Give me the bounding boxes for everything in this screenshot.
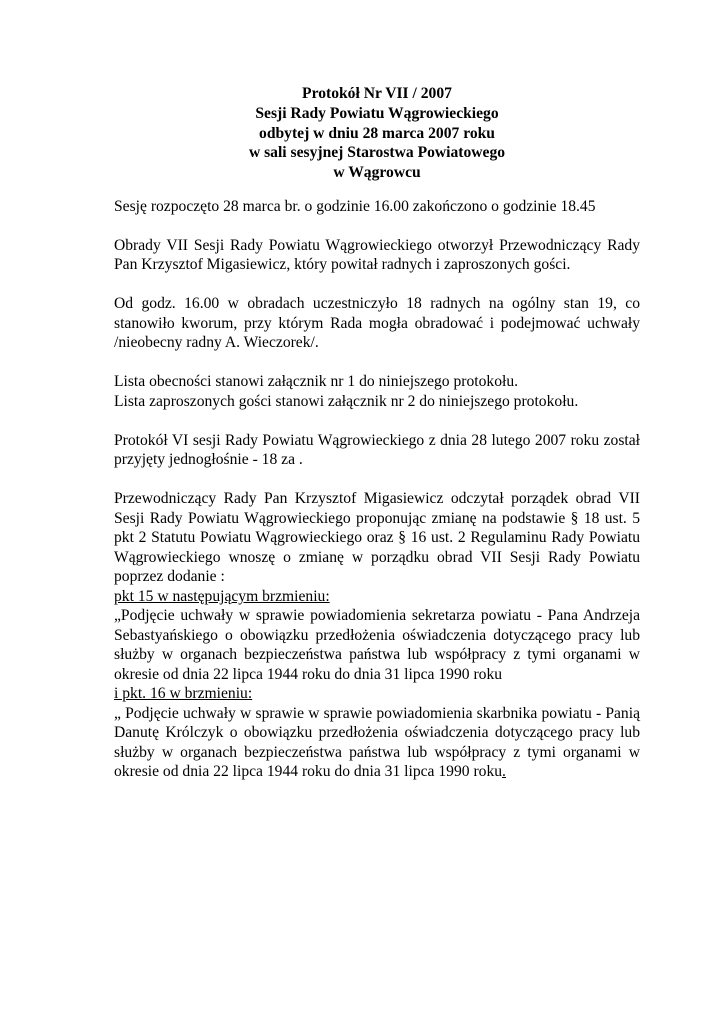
paragraph-opening: Obrady VII Sesji Rady Powiatu Wągrowieckiego otworzył Przewodniczący Rady Pan Krzysztof Migasiewicz, który powitał radnych i zaproszonych gości. [114,236,640,274]
pkt15-text: „Podjęcie uchwały w sprawie powiadomienia sekretarza powiatu - Pana Andrzeja Sebastyańskiego o obowiązku przedłożenia oświadczenia dotyczącego pracy lub służby w organach bezpieczeństwa państwa lub współpracy z tymi organami w okresie od dnia 22 lipca 1944 roku do dnia 31 lipca 1990 roku [114,607,640,683]
paragraph-session-time: Sesję rozpoczęto 28 marca br. o godzinie 16.00 zakończono o godzinie 18.45 [114,197,596,215]
document-title [114,84,640,183]
pkt16-heading: i pkt. 16 w brzmieniu: [114,685,253,703]
pkt16-text [114,704,640,782]
pkt16-end-mark: . [502,763,506,781]
pkt15-heading: pkt 15 w następującym brzmieniu: [114,587,330,605]
title-line-1: Protokół Nr VII / 2007 [302,85,452,102]
attachment-line-2: Lista zaproszonych gości stanowi załącznik nr 2 do niniejszego protokołu. [114,392,579,410]
title-line-4: w sali sesyjnej Starostwa Powiatowego [248,144,506,162]
title-line-3: odbytej w dniu 28 marca 2007 roku [259,124,495,142]
title-line-2: Sesji Rady Powiatu Wągrowieckiego [255,104,499,122]
paragraph-previous-protocol: Protokół VI sesji Rady Powiatu Wągrowieckiego z dnia 28 lutego 2007 roku został przyjęty jednogłośnie - 18 za . [114,431,640,469]
document-page [114,84,640,782]
paragraph-attachments [114,372,640,411]
pkt16-body: „ Podjęcie uchwały w sprawie w sprawie powiadomienia skarbnika powiatu - Panią Danutę Królczyk o obowiązku przedłożenia oświadczenia dotyczącego pracy lub służby w organach bezpieczeństwa państwa lub współpracy z tymi organami w okresie od dnia 22 lipca 1944 roku do dnia 31 lipca 1990 roku [114,704,640,781]
paragraph-quorum: Od godz. 16.00 w obradach uczestniczyło 18 radnych na ogólny stan 19, co stanowiło kworum, przy którym Rada mogła obradować i podejmować uchwały /nieobecny radny A. Wieczorek/. [114,295,640,352]
paragraph-agenda: Przewodniczący Rady Pan Krzysztof Migasiewicz odczytał porządek obrad VII Sesji Rady Powiatu Wągrowieckiego proponując zmianę na podstawie § 18 ust. 5 pkt 2 Statutu Powiatu Wągrowieckiego oraz § 16 ust. 2 Regulaminu Rady Powiatu Wągrowieckiego wnoszę o zmianę w porządku obrad VII Sesji Rady Powiatu poprzez dodanie : [114,490,640,586]
agenda-section [114,489,640,782]
title-line-5: w Wągrowcu [333,164,421,182]
attachment-line-1: Lista obecności stanowi załącznik nr 1 do niniejszego protokołu. [114,373,519,391]
